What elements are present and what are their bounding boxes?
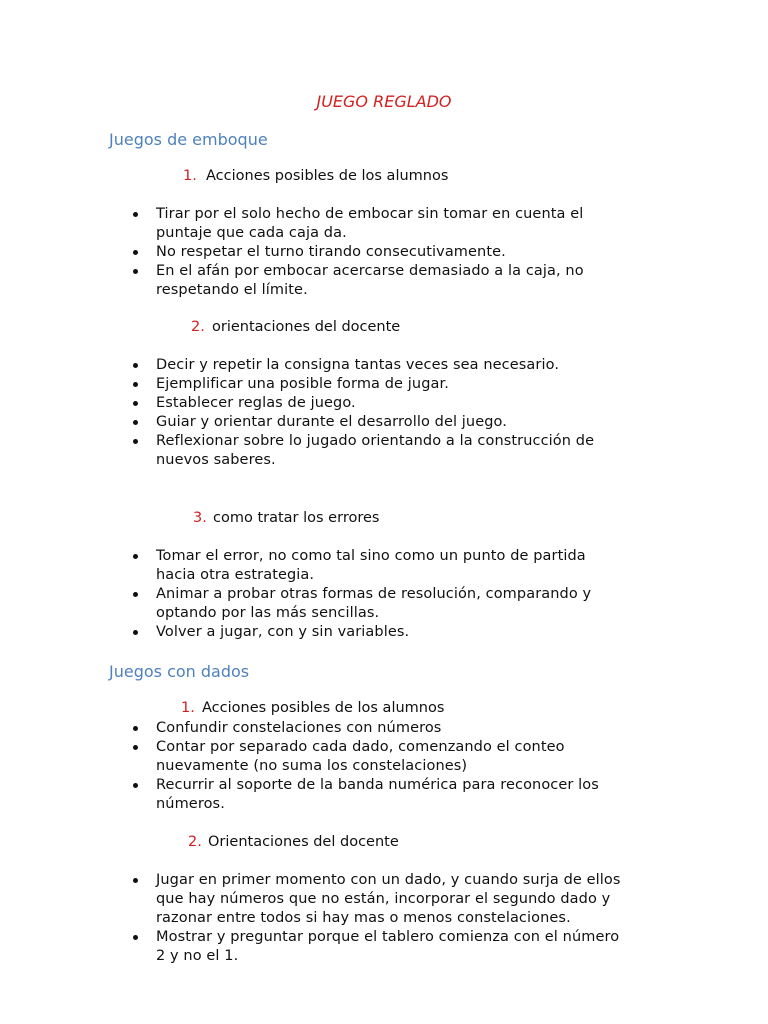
list-item: Recurrir al soporte de la banda numérica para reconocer los números.	[0, 776, 626, 814]
subheading-label: Orientaciones del docente	[208, 834, 399, 850]
list-item: Reflexionar sobre lo jugado orientando a la construcción de nuevos saberes.	[0, 432, 626, 470]
bullet-icon	[133, 726, 138, 731]
subheading-errores-emboque	[193, 509, 379, 528]
bullet-icon	[133, 783, 138, 788]
list-item: Contar por separado cada dado, comenzando el conteo nuevamente (no suma los constelaciones)	[0, 738, 626, 776]
bullet-list-orientaciones-emboque	[0, 356, 768, 470]
subheading-label: Acciones posibles de los alumnos	[206, 168, 449, 184]
subheading-orientaciones-dados	[188, 833, 399, 852]
subheading-orientaciones-emboque	[191, 318, 400, 337]
bullet-icon	[133, 363, 138, 368]
bullet-icon	[133, 592, 138, 597]
list-item: Decir y repetir la consigna tantas veces sea necesario.	[0, 356, 626, 375]
bullet-icon	[133, 250, 138, 255]
section-heading-emboque: Juegos de emboque	[109, 130, 268, 149]
bullet-icon	[133, 382, 138, 387]
bullet-list-orientaciones-dados	[0, 871, 768, 966]
bullet-icon	[133, 212, 138, 217]
list-item: No respetar el turno tirando consecutivamente.	[0, 243, 626, 262]
page-title: JUEGO REGLADO	[316, 92, 452, 111]
list-item: Confundir constelaciones con números	[0, 719, 626, 738]
list-item: En el afán por embocar acercarse demasiado a la caja, no respetando el límite.	[0, 262, 626, 300]
list-item: Mostrar y preguntar porque el tablero comienza con el número 2 y no el 1.	[0, 928, 626, 966]
bullet-icon	[133, 745, 138, 750]
bullet-icon	[133, 554, 138, 559]
bullet-icon	[133, 630, 138, 635]
list-item: Volver a jugar, con y sin variables.	[0, 623, 626, 642]
bullet-icon	[133, 878, 138, 883]
list-number: 1.	[181, 700, 195, 716]
list-item: Tomar el error, no como tal sino como un punto de partida hacia otra estrategia.	[0, 547, 626, 585]
section-heading-dados: Juegos con dados	[109, 662, 250, 681]
subheading-label: orientaciones del docente	[212, 319, 401, 335]
bullet-icon	[133, 420, 138, 425]
subheading-label: Acciones posibles de los alumnos	[202, 700, 445, 716]
list-number: 1.	[183, 168, 197, 184]
list-item: Establecer reglas de juego.	[0, 394, 626, 413]
list-number: 2.	[188, 834, 202, 850]
list-item: Animar a probar otras formas de resolución, comparando y optando por las más sencillas.	[0, 585, 626, 623]
list-item: Jugar en primer momento con un dado, y cuando surja de ellos que hay números que no están, incorporar el segundo dado y razonar entre todos si hay mas o menos constelaciones.	[0, 871, 626, 928]
list-item: Tirar por el solo hecho de embocar sin tomar en cuenta el puntaje que cada caja da.	[0, 205, 626, 243]
subheading-acciones-emboque	[183, 167, 448, 186]
bullet-icon	[133, 439, 138, 444]
list-number: 3.	[193, 510, 207, 526]
list-number: 2.	[191, 319, 205, 335]
subheading-label: como tratar los errores	[213, 510, 380, 526]
list-item: Ejemplificar una posible forma de jugar.	[0, 375, 626, 394]
subheading-acciones-dados	[181, 699, 444, 718]
bullet-list-errores-emboque	[0, 547, 768, 642]
bullet-icon	[133, 401, 138, 406]
bullet-icon	[133, 935, 138, 940]
bullet-icon	[133, 269, 138, 274]
bullet-list-acciones-dados	[0, 719, 768, 814]
bullet-list-acciones-emboque	[0, 205, 768, 300]
list-item: Guiar y orientar durante el desarrollo del juego.	[0, 413, 626, 432]
